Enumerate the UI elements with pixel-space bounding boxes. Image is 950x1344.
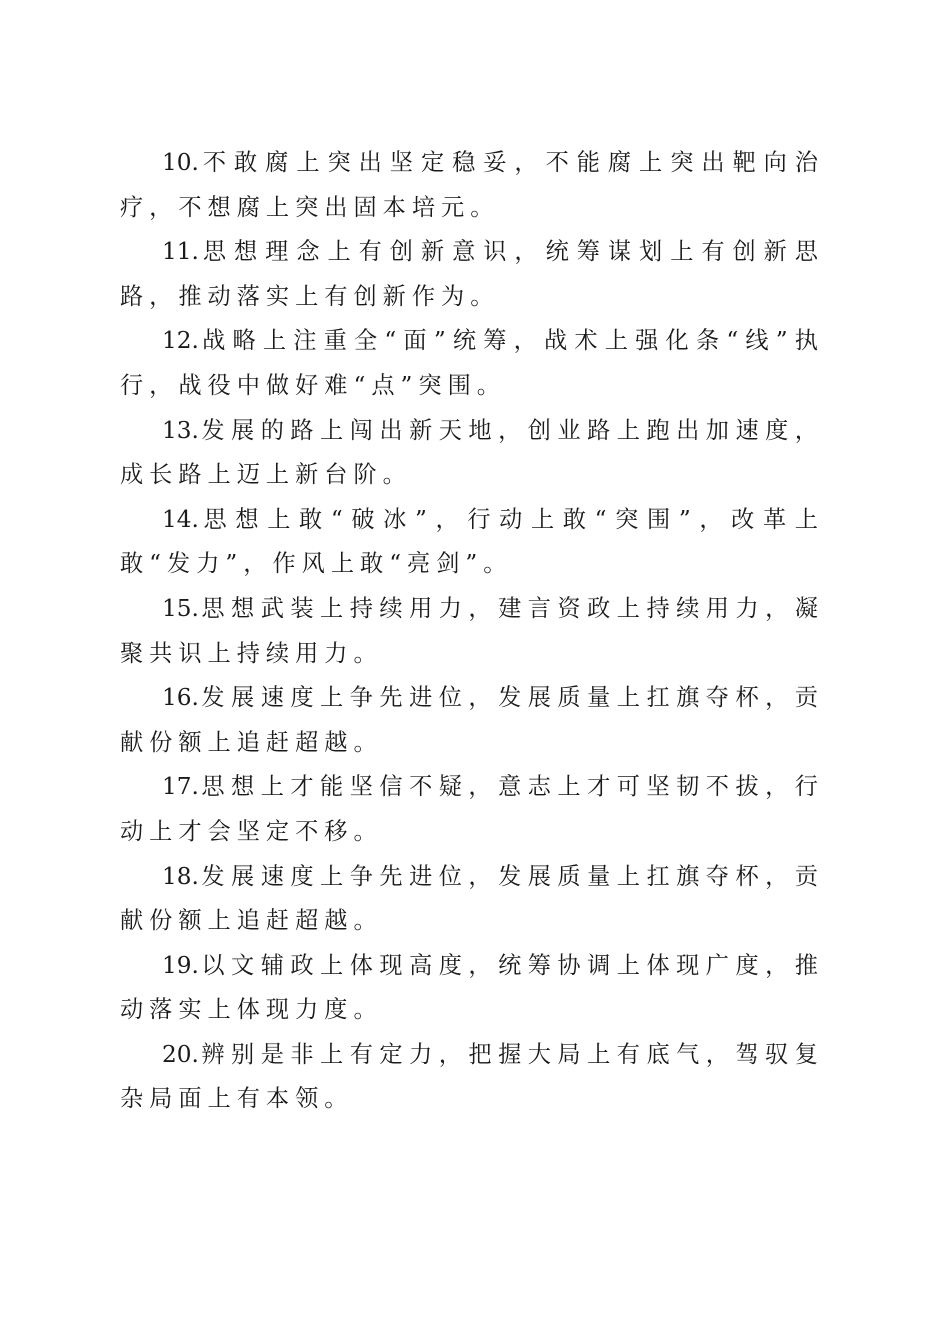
item-number: 19. xyxy=(162,951,199,979)
item-number: 15. xyxy=(162,594,199,622)
list-item-19 xyxy=(120,944,824,1033)
item-text: 以文辅政上体现高度，统筹协调上体现广度，推动落实上体现力度。 xyxy=(120,951,824,1024)
item-number: 13. xyxy=(162,416,199,444)
item-number: 17. xyxy=(162,773,199,801)
item-text: 发展的路上闯出新天地，创业路上跑出加速度，成长路上迈上新台阶。 xyxy=(120,416,824,489)
list-item-12 xyxy=(120,319,824,408)
list-item-17 xyxy=(120,765,824,854)
item-number: 20. xyxy=(162,1040,199,1068)
item-number: 12. xyxy=(162,327,199,355)
item-text: 思想理念上有创新意识，统筹谋划上有创新思路，推动落实上有创新作为。 xyxy=(120,238,824,310)
item-text: 思想武装上持续用力，建言资政上持续用力，凝聚共识上持续用力。 xyxy=(120,594,824,667)
item-text: 不敢腐上突出坚定稳妥，不能腐上突出靶向治疗，不想腐上突出固本培元。 xyxy=(120,149,824,221)
list-item-16 xyxy=(120,676,824,765)
list-item-15 xyxy=(120,587,824,676)
item-number: 18. xyxy=(162,862,199,890)
item-text: 思想上敢“破冰”，行动上敢“突围”，改革上敢“发力”，作风上敢“亮剑”。 xyxy=(120,505,824,578)
document-body xyxy=(120,141,824,1122)
item-text: 思想上才能坚信不疑，意志上才可坚韧不拔，行动上才会坚定不移。 xyxy=(120,773,824,845)
item-number: 14. xyxy=(162,505,199,533)
list-item-11 xyxy=(120,230,824,319)
item-number: 10. xyxy=(162,149,199,176)
item-text: 战略上注重全“面”统筹，战术上强化条“线”执行，战役中做好难“点”突围。 xyxy=(120,327,824,399)
item-number: 11. xyxy=(162,238,199,266)
list-item-13 xyxy=(120,409,824,498)
list-item-14 xyxy=(120,498,824,587)
list-item-20 xyxy=(120,1033,824,1122)
item-number: 16. xyxy=(162,684,199,712)
list-item-10 xyxy=(120,141,824,230)
list-item-18 xyxy=(120,855,824,944)
item-text: 发展速度上争先进位，发展质量上扛旗夺杯，贡献份额上追赶超越。 xyxy=(120,862,824,935)
item-text: 辨别是非上有定力，把握大局上有底气，驾驭复杂局面上有本领。 xyxy=(120,1040,824,1113)
item-text: 发展速度上争先进位，发展质量上扛旗夺杯，贡献份额上追赶超越。 xyxy=(120,684,824,756)
